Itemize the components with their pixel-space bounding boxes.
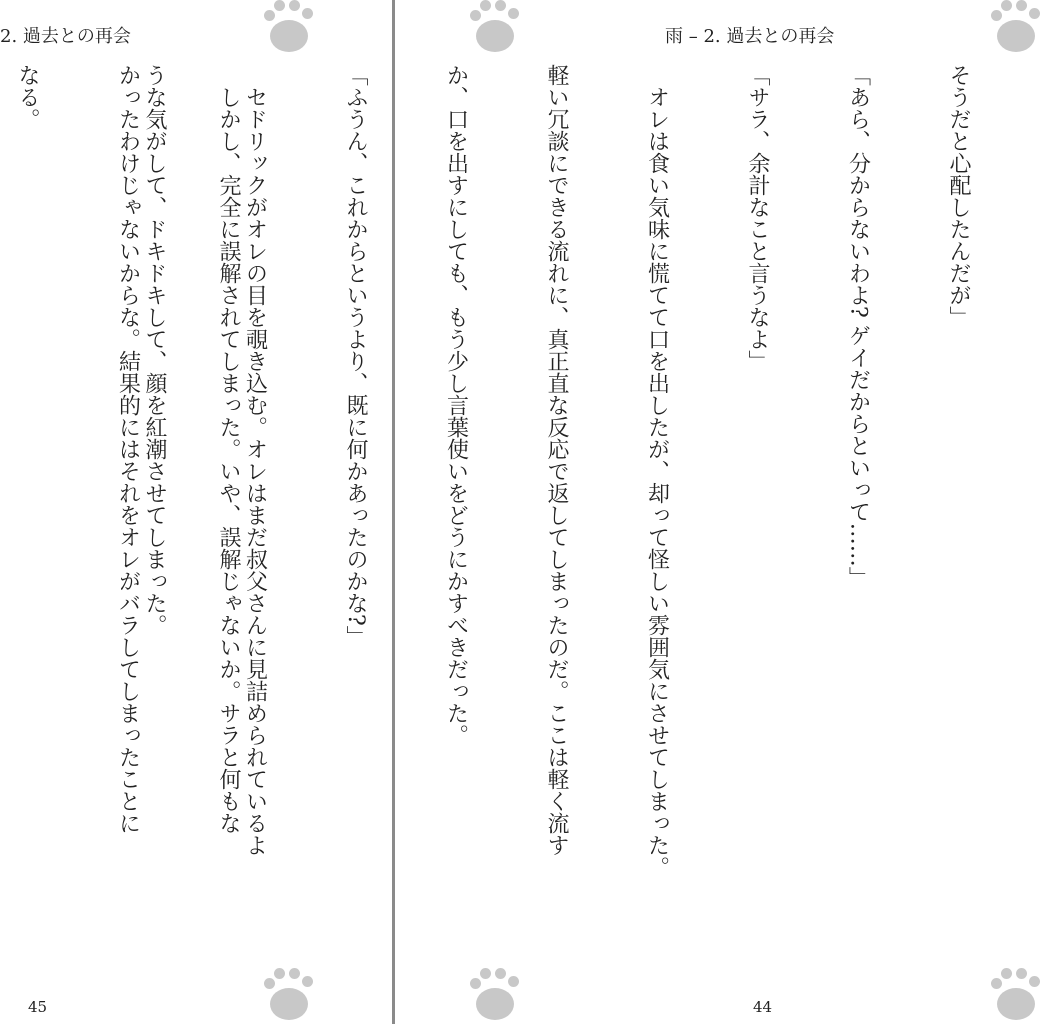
page-number-right: 44 <box>753 998 773 1016</box>
text-line: しかし、完全に誤解されてしまった。いや、誤解じゃないか。サラと何もな <box>216 86 241 834</box>
text-line: セドリックがオレの目を覗き込む。オレはまだ叔父さんに見詰められているよ <box>242 86 268 856</box>
text-line <box>0 64 4 964</box>
text-line: か、口を出すにしても、もう少し言葉使いをどうにかすべきだった。 <box>443 64 469 746</box>
text-line: そうだと心配したんだが」 <box>946 64 971 328</box>
text-line: 軽い冗談にできる流れに、真正直な反応で返してしまったのだ。ここは軽く流す <box>544 64 569 856</box>
text-line: 「サラ、余計なこと言うなよ」 <box>745 64 770 372</box>
text-line: 「あら、分からないわよ? ゲイだからといって……」 <box>845 64 871 589</box>
paw-print-icon <box>989 968 1045 1024</box>
paw-print-icon <box>468 968 524 1024</box>
running-header-left: 2. 過去との再会 <box>0 26 131 47</box>
text-line: うな気がして、ドキドキして、顔を紅潮させてしまった。 <box>142 64 167 636</box>
text-line: なる。 <box>15 64 40 130</box>
page-number-left: 45 <box>28 998 48 1016</box>
text-line: オレは食い気味に慌てて口を出したが、却って怪しい雰囲気にさせてしまった。 <box>644 86 670 878</box>
paw-print-icon <box>989 0 1045 56</box>
running-header-right: 雨 – 2. 過去との再会 <box>665 26 835 47</box>
vertical-text-body-right <box>0 64 1042 964</box>
paw-print-icon <box>468 0 524 56</box>
text-line: 「ふうん、これからというより、既に何かあったのかな?」 <box>343 64 368 648</box>
paw-print-icon <box>262 0 318 56</box>
paw-print-icon <box>262 968 318 1024</box>
text-line: かったわけじゃないからな。結果的にはそれをオレがバラしてしまったことに <box>115 64 141 834</box>
